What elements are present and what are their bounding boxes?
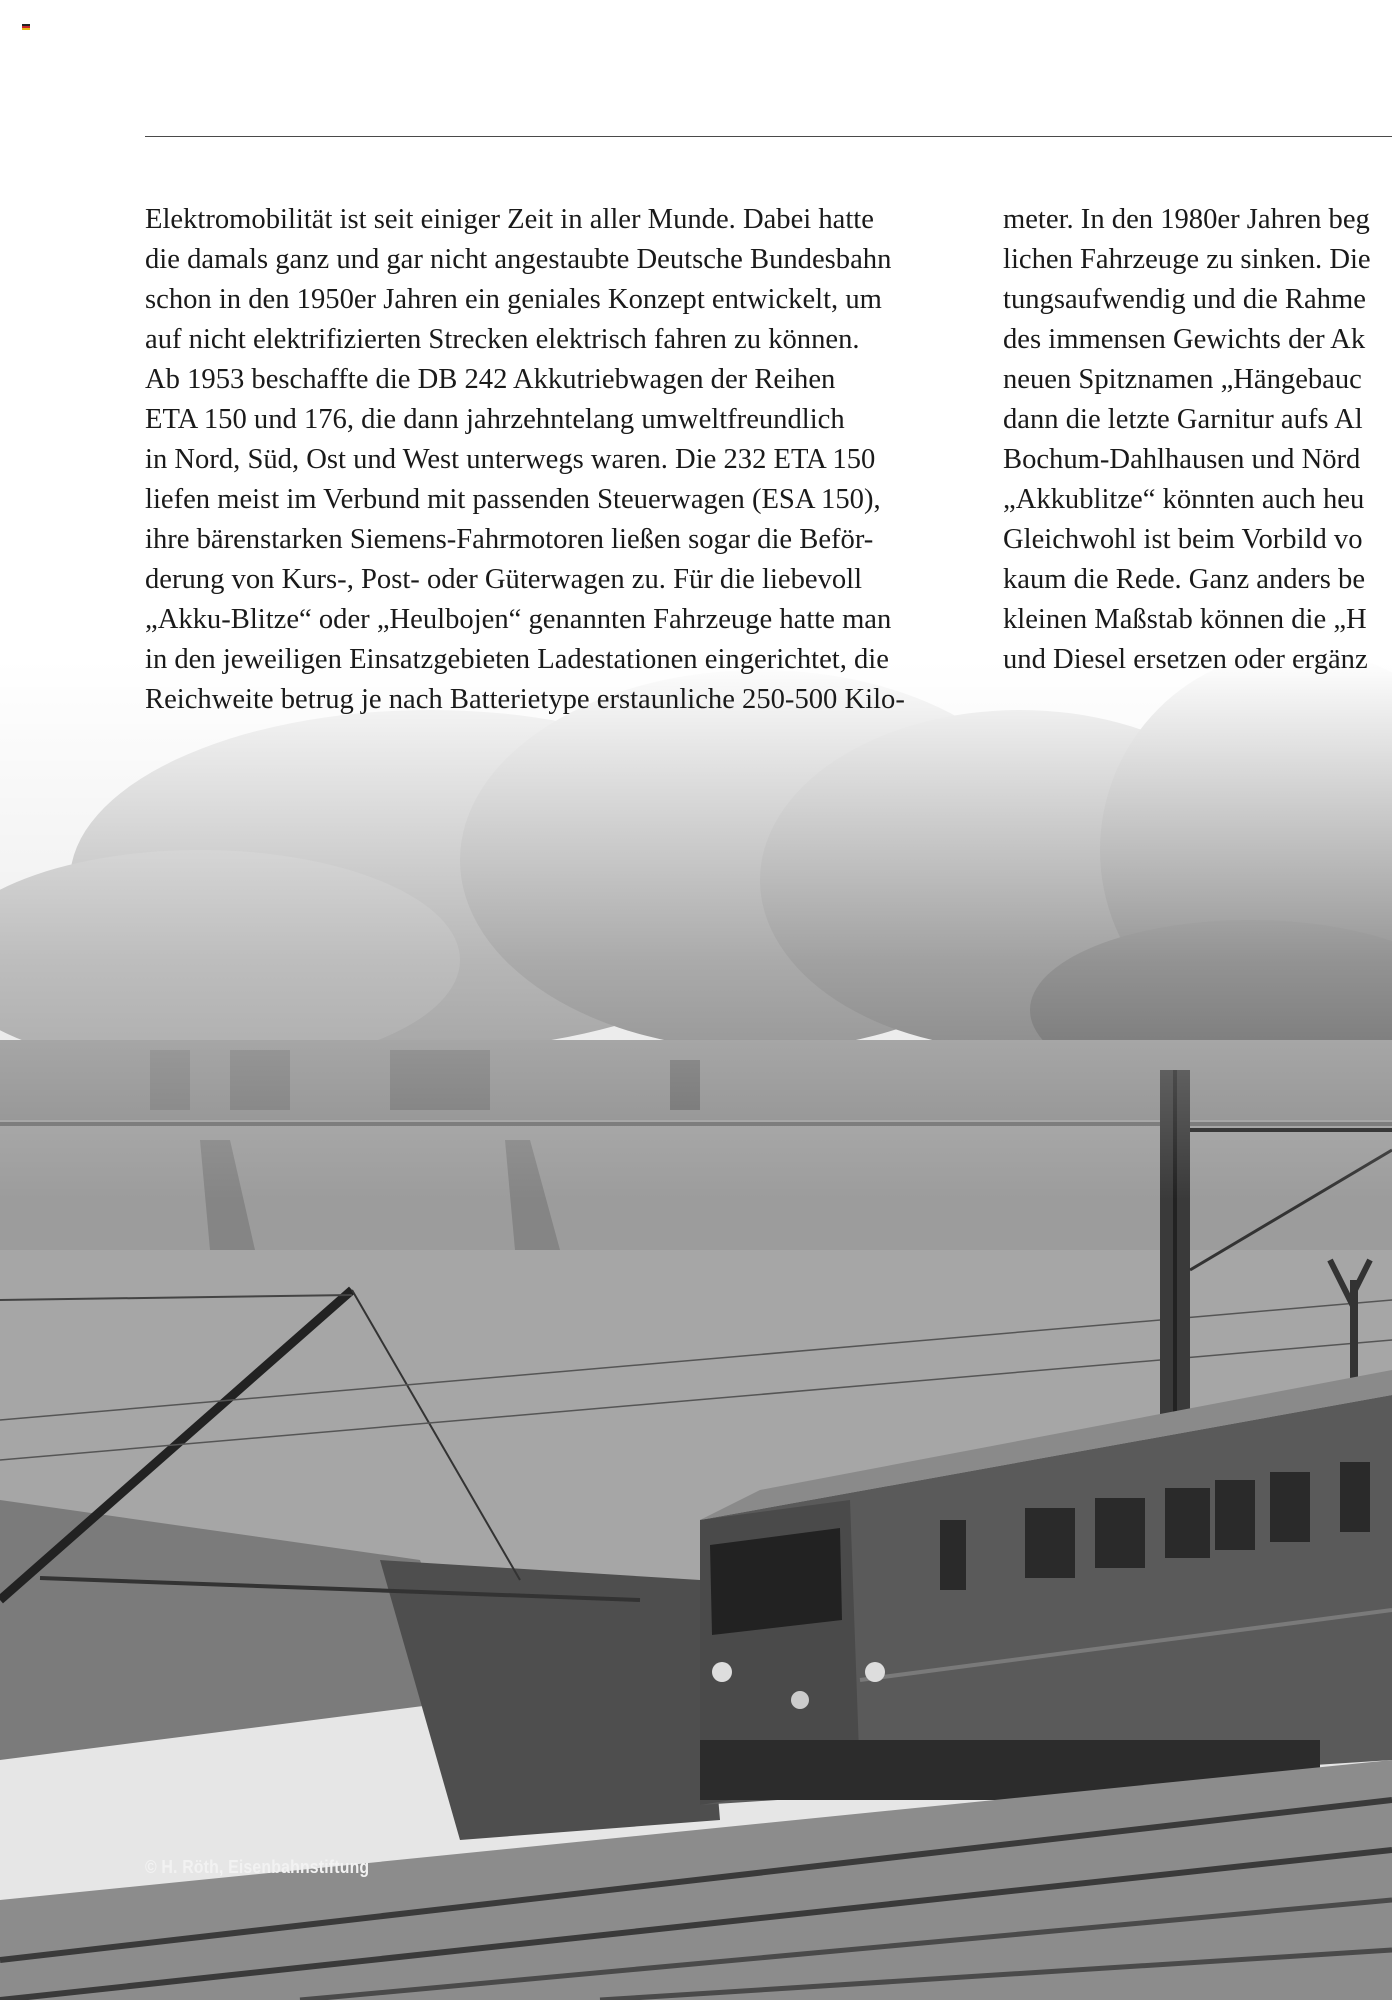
text-line: in Nord, Süd, Ost und West unterwegs waren. Die 232 ETA 150 bbox=[145, 444, 876, 475]
text-line: „Akkublitze“ könnten auch heu bbox=[1003, 484, 1365, 515]
text-line: Bochum-Dahlhausen und Nörd bbox=[1003, 444, 1361, 475]
text-line: neuen Spitznamen „Hängebauc bbox=[1003, 364, 1362, 395]
text-line: ihre bärenstarken Siemens-Fahrmotoren ließen sogar die Beför- bbox=[145, 524, 874, 555]
article-column-left bbox=[145, 200, 975, 720]
text-line: die damals ganz und gar nicht angestaubte Deutsche Bundesbahn bbox=[145, 244, 892, 275]
text-line: des immensen Gewichts der Ak bbox=[1003, 324, 1366, 355]
text-line: kleinen Maßstab können die „H bbox=[1003, 604, 1367, 635]
text-line: liefen meist im Verbund mit passenden Steuerwagen (ESA 150), bbox=[145, 484, 881, 515]
text-line: und Diesel ersetzen oder ergänz bbox=[1003, 644, 1368, 675]
text-line: dann die letzte Garnitur aufs Al bbox=[1003, 404, 1363, 435]
text-line: schon in den 1950er Jahren ein geniales Konzept entwickelt, um bbox=[145, 284, 882, 315]
text-line: auf nicht elektrifizierten Strecken elektrisch fahren zu können. bbox=[145, 324, 860, 355]
text-line: derung von Kurs-, Post- oder Güterwagen zu. Für die liebevoll bbox=[145, 564, 863, 595]
article-column-right bbox=[1003, 200, 1392, 680]
text-line: lichen Fahrzeuge zu sinken. Die bbox=[1003, 244, 1371, 275]
language-flag-icon bbox=[22, 24, 30, 30]
photo-credit: © H. Röth, Eisenbahnstiftung bbox=[145, 1857, 370, 1877]
text-line: meter. In den 1980er Jahren beg bbox=[1003, 204, 1370, 235]
text-line: Elektromobilität ist seit einiger Zeit in aller Munde. Dabei hatte bbox=[145, 204, 874, 235]
text-line: tungsaufwendig und die Rahme bbox=[1003, 284, 1366, 315]
text-line: kaum die Rede. Ganz anders be bbox=[1003, 564, 1366, 595]
text-line: Reichweite betrug je nach Batterietype erstaunliche 250-500 Kilo- bbox=[145, 684, 905, 715]
text-line: Gleichwohl ist beim Vorbild vo bbox=[1003, 524, 1363, 555]
text-line: „Akku-Blitze“ oder „Heulbojen“ genannten Fahrzeuge hatte man bbox=[145, 604, 892, 635]
text-line: in den jeweiligen Einsatzgebieten Ladestationen eingerichtet, die bbox=[145, 644, 889, 675]
header-rule bbox=[145, 136, 1392, 137]
text-line: Ab 1953 beschaffte die DB 242 Akkutriebwagen der Reihen bbox=[145, 364, 836, 395]
text-line: ETA 150 und 176, die dann jahrzehntelang umweltfreundlich bbox=[145, 404, 845, 435]
